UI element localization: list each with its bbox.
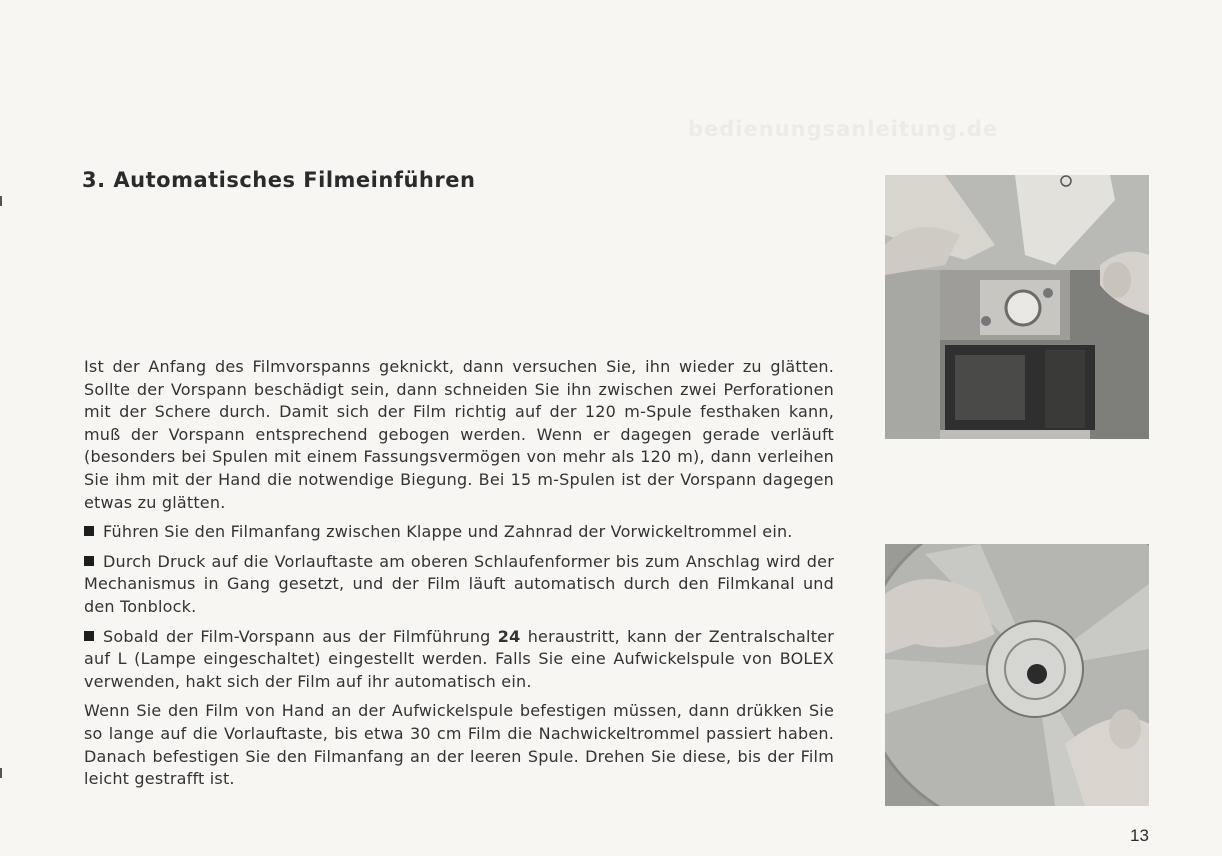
bullet-text: heraustritt, kann der Zentralschalter auf L (Lampe eingeschaltet) eingestellt werden. Falls Sie eine Aufwickelspule von BOLEX verwenden, hakt sich der Film auf ihr automatisch ein. (84, 626, 834, 691)
page-edge-mark (0, 768, 2, 778)
bullet-item (84, 521, 834, 544)
watermark-text: bedienungsanleitung.de (688, 117, 999, 141)
bullet-icon (84, 556, 94, 566)
body-text (84, 356, 834, 798)
bullet-text: Durch Druck auf die Vorlauftaste am oberen Schlaufenformer bis zum Anschlag wird der Mechanismus in Gang gesetzt, und der Film läuft automatisch durch den Filmkanal und den Tonblock. (84, 551, 834, 616)
threading-mechanism-photo (885, 175, 1149, 439)
final-paragraph: Wenn Sie den Film von Hand an der Aufwickelspule befestigen müssen, dann drükken Sie so lange auf die Vorlauftaste, bis etwa 30 cm Film die Nachwickeltrommel passiert haben. Danach befestigen Sie den Filmanfang an der leeren Spule. Drehen Sie diese, bis der Film leicht gestrafft ist. (84, 701, 834, 789)
bullet-text: Sobald der Film-Vorspann aus der Filmführung (103, 626, 498, 646)
bullet-item (84, 626, 834, 694)
bullet-icon (84, 631, 94, 641)
page-edge-mark (0, 196, 2, 206)
reference-number: 24 (497, 626, 521, 646)
take-up-reel-photo (885, 544, 1149, 806)
section-title: 3. Automatisches Filmeinführen (82, 168, 476, 192)
bullet-item (84, 551, 834, 619)
intro-paragraph: Ist der Anfang des Filmvorspanns geknickt, dann versuchen Sie, ihn wieder zu glätten. Sollte der Vorspann beschädigt sein, dann schneiden Sie ihn zwischen zwei Perforationen mit der Schere durch. Damit sich der Film richtig auf der 120 m-Spule festhaken kann, muß der Vorspann entsprechend gebogen werden. Wenn er dagegen gerade verläuft (besonders bei Spulen mit einem Fassungsvermögen von mehr als 120 m), dann verleihen Sie ihm mit der Hand die notwendige Biegung. Bei 15 m-Spulen ist der Vorspann dagegen etwas zu glätten. (84, 357, 834, 512)
page-number: 13 (1130, 826, 1149, 845)
bullet-icon (84, 526, 94, 536)
bullet-text: Führen Sie den Filmanfang zwischen Klappe und Zahnrad der Vorwickeltrommel ein. (103, 522, 793, 542)
